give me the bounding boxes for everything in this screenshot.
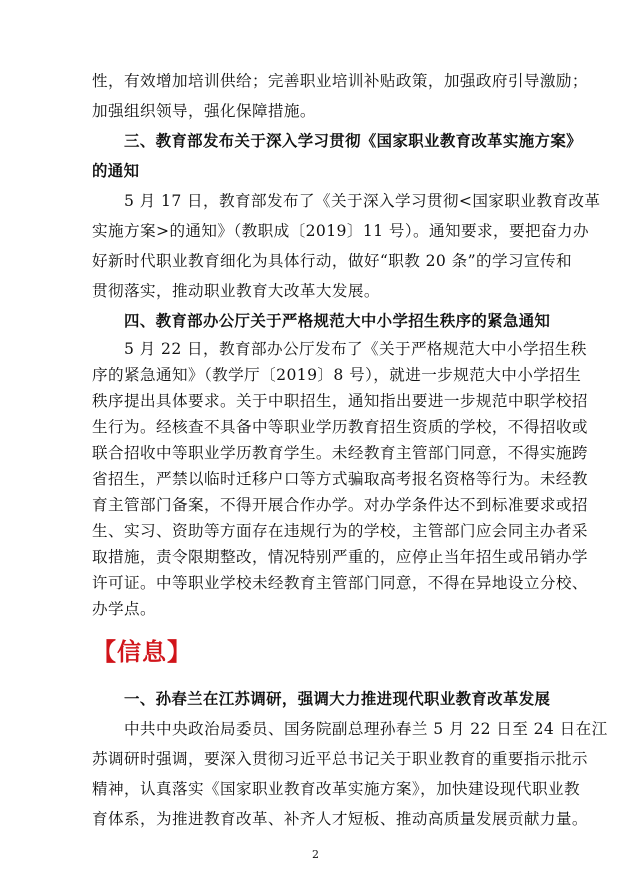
paragraph-4-line-2: 序的紧急通知》（教学厅〔2019〕8 号），就进一步规范大中小学招生 bbox=[92, 366, 582, 384]
paragraph-4-line-10: 许可证。中等职业学校未经教育主管部门同意，不得在异地设立分校、 bbox=[92, 574, 588, 592]
paragraph-4-line-5: 联合招收中等职业学历教育学生。未经教育主管部门同意，不得实施跨 bbox=[92, 444, 588, 462]
paragraph-3-line-4: 贯彻落实，推动职业教育大改革大发展。 bbox=[92, 282, 380, 300]
info-paragraph-1-line-3: 精神，认真落实《国家职业教育改革实施方案》，加快建设现代职业教 bbox=[92, 780, 581, 798]
paragraph-4-line-8: 生、实习、资助等方面存在违规行为的学校，主管部门应会同主办者采 bbox=[92, 522, 588, 540]
info-paragraph-1-line-2: 苏调研时强调，要深入贯彻习近平总书记关于职业教育的重要指示批示 bbox=[92, 750, 588, 768]
heading-3-line-1: 三、教育部发布关于深入学习贯彻《国家职业教育改革实施方案》 bbox=[124, 132, 582, 150]
paragraph-3-line-1: 5 月 17 日，教育部发布了《关于深入学习贯彻<国家职业教育改革 bbox=[124, 192, 601, 210]
paragraph-4-line-7: 育主管部门备案，不得开展合作办学。对办学条件达不到标准要求或招 bbox=[92, 496, 588, 514]
info-paragraph-1-line-4: 育体系，为推进教育改革、补齐人才短板、推动高质量发展贡献力量。 bbox=[92, 810, 588, 828]
paragraph-4-line-6: 省招生，严禁以临时迁移户口等方式骗取高考报名资格等行为。未经教 bbox=[92, 470, 588, 488]
paragraph-1-line-2: 加强组织领导，强化保障措施。 bbox=[92, 102, 316, 120]
info-paragraph-1-line-1: 中共中央政治局委员、国务院副总理孙春兰 5 月 22 日至 24 日在江 bbox=[124, 720, 608, 738]
heading-3-line-2: 的通知 bbox=[92, 162, 140, 180]
section-banner: 【信息】 bbox=[92, 638, 192, 666]
page-number: 2 bbox=[312, 848, 319, 861]
heading-4: 四、教育部办公厅关于严格规范大中小学招生秩序的紧急通知 bbox=[124, 312, 551, 330]
paragraph-4-line-9: 取措施，责令限期整改，情况特别严重的，应停止当年招生或吊销办学 bbox=[92, 548, 588, 566]
paragraph-3-line-3: 好新时代职业教育细化为具体行动，做好“职教 20 条”的学习宣传和 bbox=[92, 252, 572, 270]
paragraph-1-line-1: 性，有效增加培训供给；完善职业培训补贴政策，加强政府引导激励； bbox=[92, 72, 588, 90]
paragraph-4-line-3: 秩序提出具体要求。关于中职招生，通知指出要进一步规范中职学校招 bbox=[92, 392, 588, 410]
paragraph-4-line-1: 5 月 22 日，教育部办公厅发布了《关于严格规范大中小学招生秩 bbox=[124, 340, 587, 358]
paragraph-4-line-4: 生行为。经核查不具备中等职业学历教育招生资质的学校，不得招收或 bbox=[92, 418, 588, 436]
info-heading-1: 一、孙春兰在江苏调研，强调大力推进现代职业教育改革发展 bbox=[124, 690, 551, 708]
paragraph-4-line-11: 办学点。 bbox=[92, 600, 156, 618]
paragraph-3-line-2: 实施方案>的通知》（教职成〔2019〕11 号）。通知要求，要把奋力办 bbox=[92, 222, 589, 240]
